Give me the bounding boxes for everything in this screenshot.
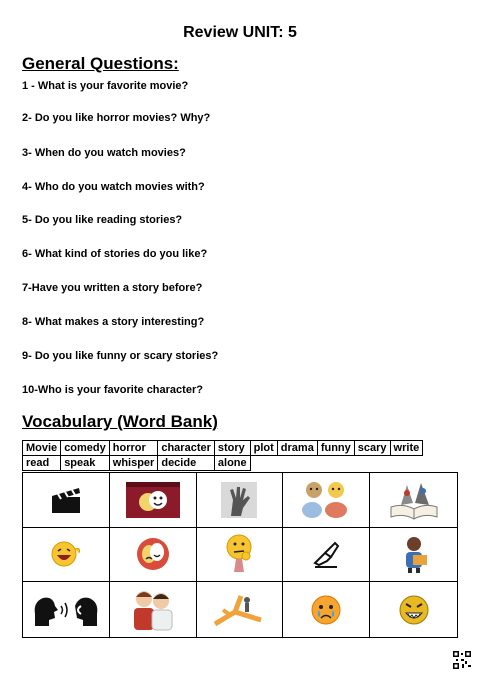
empty-cell bbox=[317, 456, 354, 471]
laughing-emoji-icon bbox=[49, 539, 83, 569]
word-cell: alone bbox=[214, 456, 250, 471]
cartoon-characters-icon bbox=[298, 478, 354, 522]
word-cell: whisper bbox=[109, 456, 158, 471]
child-reading-icon bbox=[399, 535, 429, 573]
qr-code-icon bbox=[453, 651, 471, 669]
question-7: 7-Have you written a story before? bbox=[22, 282, 203, 294]
picture-grid bbox=[22, 472, 458, 638]
whispering-boys-icon bbox=[130, 587, 176, 633]
word-cell: funny bbox=[317, 441, 354, 456]
picture-cell bbox=[197, 582, 284, 637]
picture-cell bbox=[283, 528, 370, 583]
question-6: 6- What kind of stories do you like? bbox=[22, 248, 208, 260]
word-cell: story bbox=[214, 441, 250, 456]
picture-cell bbox=[283, 473, 370, 528]
word-cell: decide bbox=[158, 456, 215, 471]
picture-cell bbox=[197, 528, 284, 583]
word-bank-row bbox=[23, 441, 423, 456]
picture-cell bbox=[370, 528, 457, 583]
picture-cell bbox=[197, 473, 284, 528]
picture-cell bbox=[110, 582, 197, 637]
open-storybook-icon bbox=[387, 479, 441, 521]
word-bank-table bbox=[22, 440, 423, 471]
word-bank-row bbox=[23, 456, 423, 471]
question-5: 5- Do you like reading stories? bbox=[22, 214, 183, 226]
picture-cell bbox=[23, 528, 110, 583]
word-cell: scary bbox=[354, 441, 390, 456]
clapperboard-icon bbox=[49, 485, 83, 515]
picture-cell bbox=[110, 473, 197, 528]
empty-cell bbox=[250, 456, 277, 471]
vocabulary-heading: Vocabulary (Word Bank) bbox=[22, 412, 218, 431]
word-cell: plot bbox=[250, 441, 277, 456]
word-cell: Movie bbox=[23, 441, 61, 456]
picture-cell bbox=[23, 473, 110, 528]
word-cell: speak bbox=[61, 456, 110, 471]
speaking-listening-icon bbox=[31, 592, 101, 628]
empty-cell bbox=[390, 456, 423, 471]
word-cell: comedy bbox=[61, 441, 110, 456]
crying-emoji-icon bbox=[309, 593, 343, 627]
empty-cell bbox=[277, 456, 317, 471]
word-cell: drama bbox=[277, 441, 317, 456]
word-cell: read bbox=[23, 456, 61, 471]
word-cell: horror bbox=[109, 441, 158, 456]
question-10: 10-Who is your favorite character? bbox=[22, 384, 203, 396]
decision-path-icon bbox=[211, 590, 267, 630]
question-2: 2- Do you like horror movies? Why? bbox=[22, 112, 211, 124]
picture-cell bbox=[370, 473, 457, 528]
word-cell: character bbox=[158, 441, 215, 456]
picture-cell bbox=[370, 582, 457, 637]
question-8: 8- What makes a story interesting? bbox=[22, 316, 205, 328]
picture-cell bbox=[23, 582, 110, 637]
general-questions-heading: General Questions: bbox=[22, 54, 179, 73]
drama-masks-icon bbox=[136, 537, 170, 571]
question-1: 1 - What is your favorite movie? bbox=[22, 80, 189, 92]
theater-curtain-masks-icon bbox=[126, 482, 180, 518]
word-cell: write bbox=[390, 441, 423, 456]
scary-face-icon bbox=[397, 593, 431, 627]
scary-shadow-hand-icon bbox=[221, 482, 257, 518]
empty-cell bbox=[354, 456, 390, 471]
writing-hand-icon bbox=[311, 539, 341, 569]
question-4: 4- Who do you watch movies with? bbox=[22, 181, 205, 193]
question-9: 9- Do you like funny or scary stories? bbox=[22, 350, 219, 362]
question-3: 3- When do you watch movies? bbox=[22, 147, 186, 159]
picture-cell bbox=[283, 582, 370, 637]
page-title: Review UNIT: 5 bbox=[183, 24, 297, 41]
thinking-emoji-icon bbox=[222, 532, 256, 576]
picture-cell bbox=[110, 528, 197, 583]
